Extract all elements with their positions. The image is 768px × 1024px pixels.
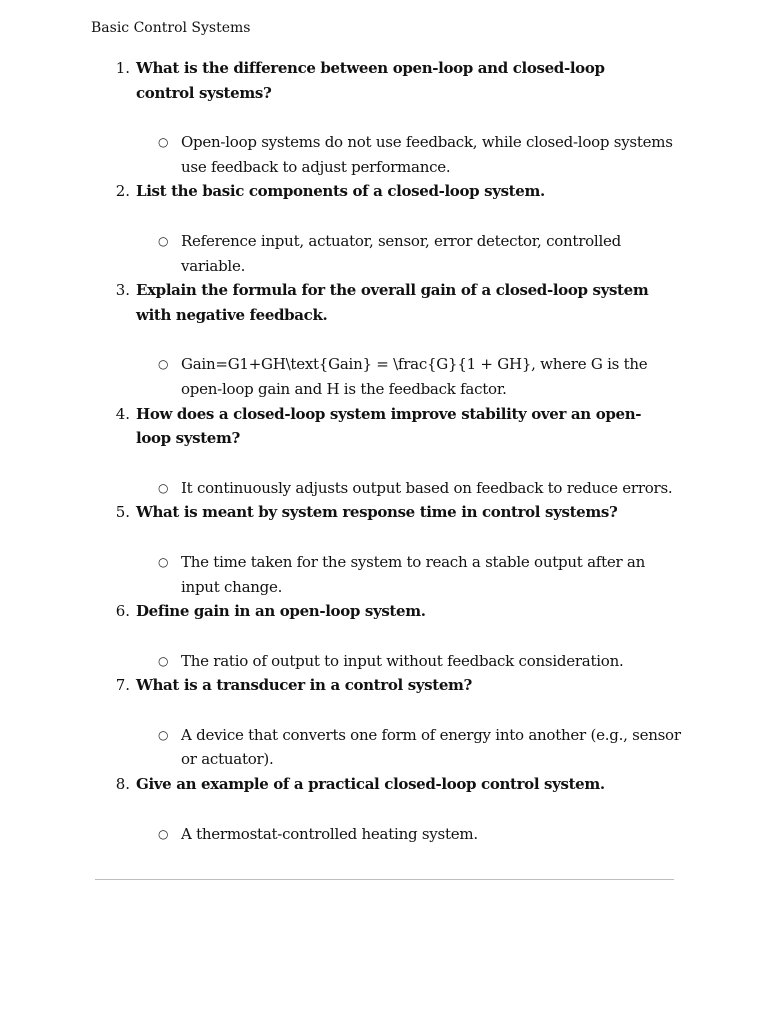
question-text: Define gain in an open-loop system. <box>136 602 426 621</box>
question-item <box>0 278 656 401</box>
question-number: 6. <box>115 602 130 621</box>
answer-text: Reference input, actuator, sensor, error detector, controlled variable. <box>181 231 621 275</box>
horizontal-divider <box>95 879 674 880</box>
answer-item <box>136 476 673 501</box>
question-number: 3. <box>115 281 130 300</box>
question-text: What is the difference between open-loop and closed-loop control systems? <box>136 59 605 102</box>
answer-item <box>136 229 656 278</box>
question-item <box>0 772 656 846</box>
answer-text: The ratio of output to input without feedback consideration. <box>181 651 624 670</box>
hollow-circle-bullet-icon: ○ <box>158 357 169 372</box>
answer-item <box>136 723 681 772</box>
question-text: What is a transducer in a control system? <box>136 676 472 695</box>
hollow-circle-bullet-icon: ○ <box>158 554 169 569</box>
answer-item <box>136 649 656 674</box>
question-number: 5. <box>115 503 130 522</box>
question-text: List the basic components of a closed-loop system. <box>136 182 545 201</box>
hollow-circle-bullet-icon: ○ <box>158 233 169 248</box>
hollow-circle-bullet-icon: ○ <box>158 727 169 742</box>
document-title: Basic Control Systems <box>91 20 251 36</box>
question-text: How does a closed-loop system improve stability over an open-loop system? <box>136 404 642 448</box>
answer-item <box>136 130 673 179</box>
question-item <box>0 179 656 278</box>
answer-text: It continuously adjusts output based on feedback to reduce errors. <box>181 478 673 497</box>
question-number: 8. <box>115 775 130 794</box>
hollow-circle-bullet-icon: ○ <box>158 826 169 841</box>
question-number: 4. <box>115 404 130 423</box>
hollow-circle-bullet-icon: ○ <box>158 480 169 495</box>
question-text: What is meant by system response time in control systems? <box>136 503 618 522</box>
question-number: 2. <box>115 182 130 201</box>
hollow-circle-bullet-icon: ○ <box>158 135 169 150</box>
question-number: 7. <box>115 676 130 695</box>
question-item <box>0 56 673 179</box>
question-item <box>0 500 656 599</box>
question-text: Give an example of a practical closed-loop control system. <box>136 775 605 794</box>
answer-text: A thermostat-controlled heating system. <box>181 824 478 843</box>
question-item <box>0 673 681 772</box>
question-number: 1. <box>115 59 130 77</box>
answer-text: A device that converts one form of energy into another (e.g., sensor or actuator). <box>181 725 681 769</box>
question-item <box>0 402 673 501</box>
question-item <box>0 599 656 673</box>
question-text: Explain the formula for the overall gain of a closed-loop system with negative feedback. <box>136 281 649 324</box>
hollow-circle-bullet-icon: ○ <box>158 653 169 668</box>
answer-text: Gain=G1+GH\text{Gain} = \frac{G}{1 + GH}, where G is the open-loop gain and H is the feedback factor. <box>181 355 648 398</box>
question-list <box>0 56 768 846</box>
answer-text: Open-loop systems do not use feedback, while closed-loop systems use feedback to adjust performance. <box>181 133 673 176</box>
answer-item <box>136 352 656 401</box>
answer-item <box>136 550 656 599</box>
answer-text: The time taken for the system to reach a stable output after an input change. <box>181 552 646 596</box>
answer-item <box>136 822 656 847</box>
